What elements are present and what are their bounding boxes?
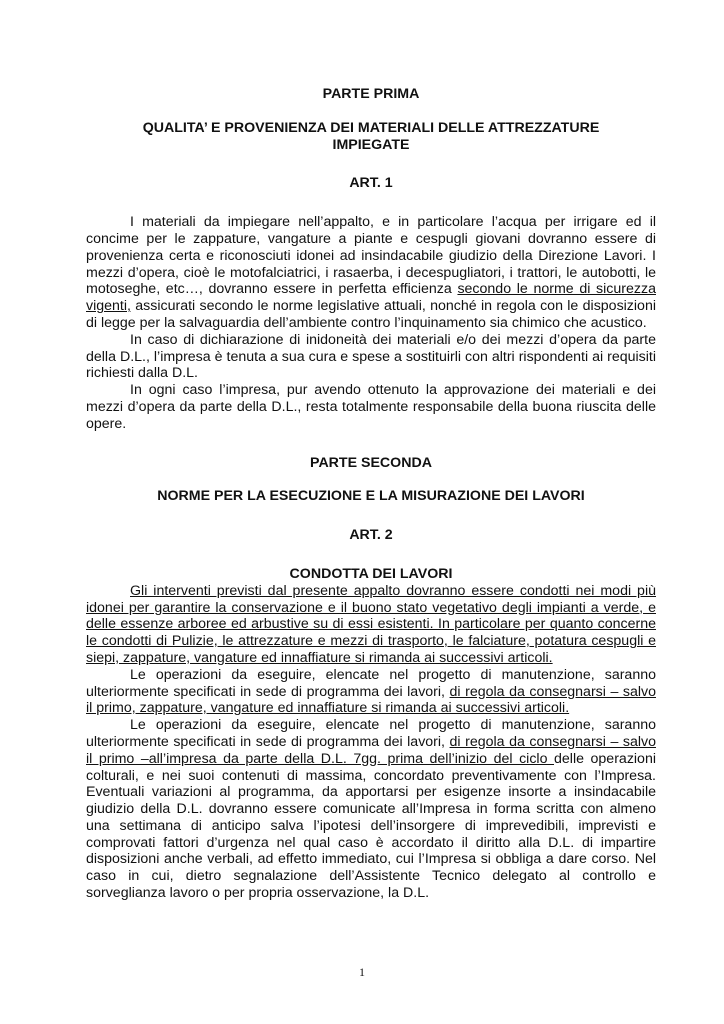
part2-subtitle: NORME PER LA ESECUZIONE E LA MISURAZIONE DEI LAVORI	[157, 488, 585, 505]
art2-paragraph-1	[86, 583, 656, 667]
art1-paragraph-3: In ogni caso l’impresa, pur avendo ottenuto la approvazione dei materiali e dei mezzi d’opera da parte della D.L., resta totalmente responsabile della buona riuscita delle opere.	[86, 382, 656, 432]
art1-heading: ART. 1	[349, 175, 393, 192]
art2-paragraph-3	[86, 717, 656, 902]
art1-p1-underlined: secondo le norme di sicurezza vigenti,	[86, 281, 656, 315]
art1-paragraph-1	[86, 214, 656, 332]
art2-paragraph-2	[86, 667, 656, 717]
page-number: 1	[359, 965, 365, 979]
document-page	[86, 86, 656, 902]
art2-p3-underlined: di regola da consegnarsi – salvo il primo –all’impresa da parte della D.L. 7gg. prima dell’inizio del ciclo	[86, 733, 656, 767]
art1-p1-text-a: I materiali da impiegare nell’appalto, e in particolare l’acqua per irrigare ed il concime per le zappature, vangature a piante e cespugli giovani dovranno essere di provenienza certa e riconosciuti idonei ad insindacabile giudizio della Direzione Lavori. I mezzi d’opera, cioè le motofalciatrici, i rasaerba, i decespugliatori, i trattori, le autobotti, le motoseghe, etc…, dovranno essere in perfetta efficienza	[86, 214, 656, 298]
part1-subtitle-line2: IMPIEGATE	[332, 136, 410, 153]
art2-p2-text-a: Le operazioni da eseguire, elencate nel progetto di manutenzione, saranno ulteriormente specificati in sede di programma dei lavori,	[86, 666, 656, 700]
art2-heading: ART. 2	[349, 527, 393, 544]
part1-subtitle-line1: QUALITA’ E PROVENIENZA DEI MATERIALI DELLE ATTREZZATURE	[142, 119, 600, 136]
art2-p1-underlined: Gli interventi previsti dal presente appalto dovranno essere condotti nei modi più idonei per garantire la conservazione e il buono stato vegetativo degli impianti a verde, e delle essenze arboree ed arbustive su di essi esistenti. In particolare per quanto concerne le condotti di Pulizie, le attrezzature e mezzi di trasporto, le falciature, potatura cespugli e siepi, zappature, vangature ed innaffiature si rimanda ai successivi articoli.	[86, 582, 656, 666]
art2-p3-text-a: Le operazioni da eseguire, elencate nel progetto di manutenzione, saranno ulteriormente specificati in sede di programma dei lavori,	[86, 717, 656, 750]
art2-p3-text-b: delle operazioni colturali, e nei suoi contenuti di massima, concordato preventivamente con l’Impresa. Eventuali variazioni al programma, da apportarsi per esigenze insorte a insindacabile giudizio della D.L. dovranno essere comunicate all’Impresa in forma scritta con almeno una settimana di anticipo salva l’ipotesi dell’insorgere di imprevedibili, imprevisti e comprovati fattori d’urgenza nel qual caso è accordato il diritto alla D.L. di impartire disposizioni anche verbali, ad effetto immediato, cui l’Impresa si obbliga a dare corso. Nel caso in cui, dietro segnalazione dell’Assistente Tecnico delegato al controllo e sorveglianza lavoro o per propria osservazione, la D.L.	[86, 750, 656, 902]
part2-title: PARTE SECONDA	[310, 454, 432, 471]
art1-paragraph-2: In caso di dichiarazione di inidoneità dei materiali e/o dei mezzi d’opera da parte della D.L., l’impresa è tenuta a sua cura e spese a sostituirli con altri rispondenti ai requisiti richiesti dalla D.L.	[86, 331, 656, 382]
art1-p1-text-b: assicurati secondo le norme legislative attuali, nonché in regola con le disposizioni di legge per la salvaguardia dell’ambiente contro l’inquinamento sia chimico che acustico.	[86, 298, 656, 331]
art2-p2-underlined: di regola da consegnarsi – salvo il primo, zappature, vangature ed innaffiature si rimanda ai successivi articoli.	[86, 683, 656, 717]
part1-title: PARTE PRIMA	[322, 86, 420, 102]
section-heading: CONDOTTA DEI LAVORI	[289, 565, 453, 582]
